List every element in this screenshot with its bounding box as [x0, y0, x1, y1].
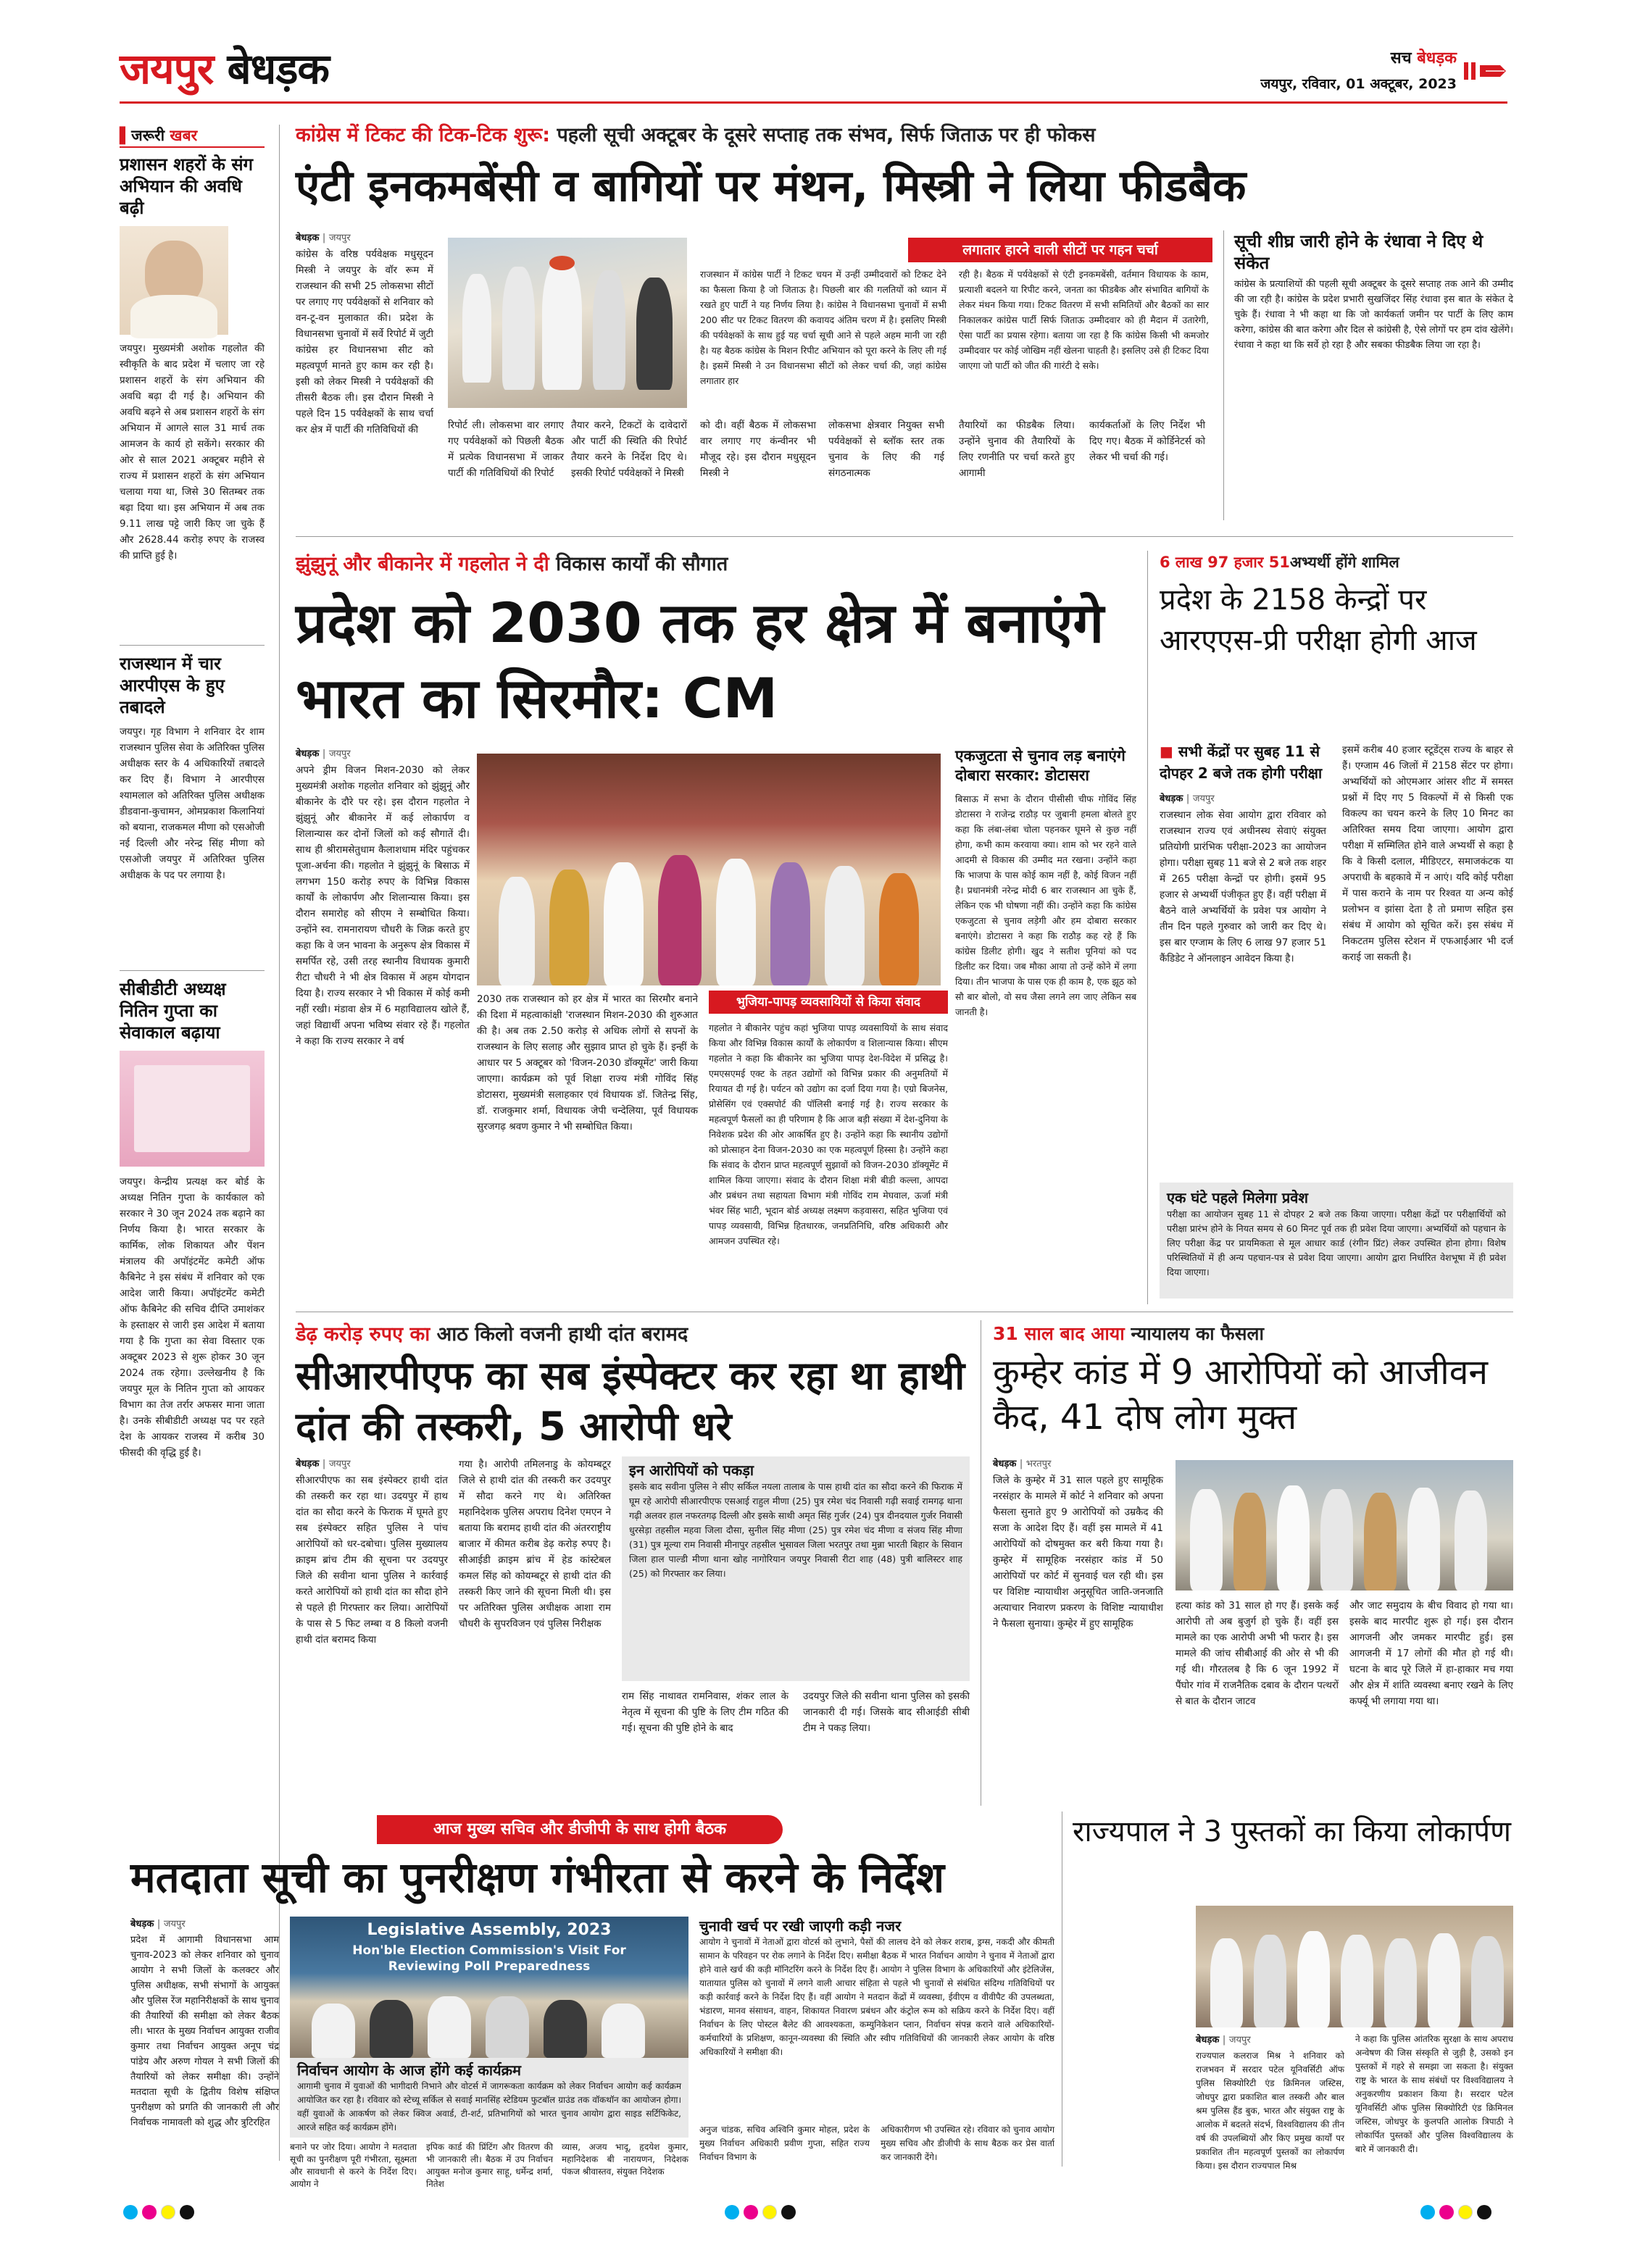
footer-dots-right [1420, 2205, 1496, 2222]
dateline-place: भरतपुर [1025, 1459, 1052, 1469]
sidebar-item3-body: जयपुर। केन्द्रीय प्रत्यक्ष कर बोर्ड के अध्यक्ष नितिन गुप्ता के कार्यकाल को सरकार ने 30 जून 2024 तक बढ़ाने का निर्णय किया है। भारत सरकार के कार्मिक, लोक शिकायत और पेंशन मंत्रालय की अपॉइंटमेंट कमेटी ऑफ कैबिनेट ने इस संबंध में शनिवार को एक आदेश जारी किया। अपॉइंटमेंट कमेटी ऑफ कैबिनेट की सचिव दीप्ति उमाशंकर के हस्ताक्षर से जारी इस आदेश में बताया गया है कि गुप्ता का सेवा विस्तार एक अक्टूबर 2023 से शुरू होकर 30 जून 2024 तक रहेगा। उल्लेखनीय है कि जयपुर मूल के नितिन गुप्ता को आयकर विभाग का तेज तर्रार अफसर माना जाता है। उनके सीबीडीटी अध्यक्ष पद पर रहते देश के आयकर राजस्व में करीब 30 फीसदी की वृद्धि हुई है। [120, 1176, 265, 1459]
dateline-source: बेधड़क [1196, 2035, 1220, 2046]
label-jaroori: जरूरी [131, 127, 165, 144]
story3-col2: इसमें करीब 40 हजार स्टूडेंट्स राज्य के बाहर से हैं। एग्जाम 46 जिलों में 2158 सेंटर पर होगा। अभ्यर्थियों को ओएमआर आंसर शीट में समस्त प्रश्नों में दिए गए 5 विकल्पों में से किसी एक विकल्प का चयन करने के लिए 10 मिनट का अतिरिक्त समय दिया जाएगा। आयोग द्वारा परीक्षा में सम्मिलित होने वाले अभ्यर्थी से कहा है कि वे किसी दलाल, मीडिएटर, समाजकंटक या अपराधी के बहकावे में न आएं। यदि कोई परीक्षा में पास कराने के नाम पर रिश्वत या अन्य कोई प्रलोभन व झांसा देता है तो प्रमाण सहित इस संबंध में आयोग को सूचित करें। इस संबंध में निकटतम पुलिस स्टेशन में एफआईआर भी दर्ज कराई जा सकती है। [1342, 744, 1513, 963]
story5-photo [1175, 1460, 1513, 1590]
dateline-place: जयपुर [1192, 793, 1215, 804]
registration-dot [142, 2205, 157, 2219]
dateline-source: बेधड़क [296, 749, 320, 759]
story2-side-title: एकजुटता से चुनाव लड़ बनाएंगे दोबारा सरकार: डोटासरा [955, 747, 1125, 784]
story1-body [296, 230, 1513, 520]
story1-side-title: सूची शीघ्र जारी होने के रंधावा ने दिए थे संकेत [1234, 231, 1484, 273]
story3 [1160, 552, 1513, 1298]
story4-headline: सीआरपीएफ का सब इंस्पेक्टर कर रहा था हाथी दांत की तस्करी, 5 आरोपी धरे [296, 1353, 965, 1449]
story4-box-body: इसके बाद सवीना पुलिस ने सीए सर्किल नयला तालाब के पास हाथी दांत का सौदा करने की फिराक में घूम रहे आरोपी सीआरपीएफ एसआई राहुल मीणा (25) पुत्र रमेश चंद निवासी गढ़ी सवाई रामगढ़ थाना गढ़ी अलवर हाल नफरतगढ़ दिल्ली और इसके साथी अमृत सिंह गुर्जर (24) पुत्र दीनदयाल गुर्जर निवासी धुरसेड़ा तहसील महवा जिला दौसा, सुनील सिंह मीणा (25) पुत्र रमेश चंद मीणा व संजय सिंह मीणा (31) पुत्र मूल्या राम निवासी मीनापुर तहसील भुसावल जिला भरतपुर तथा मुन्ना भारती बिहार के सिवान जिला हाल पाल्डी मीणा थाना खोह नागोरियान जयपुर निवासी रीटा शाह (48) पुत्री बालिस्टर शाह (25) को गिरफ्तार कर लिया। [629, 1481, 962, 1579]
story4-box [622, 1456, 970, 1681]
story1-col6: तैयारियों का फीडबैक लिया। उन्होंने चुनाव की तैयारियों के लिए रणनीति पर चर्चा करते हुए आगामी [959, 420, 1075, 479]
story1-sub-bar: लगातार हारने वाली सीटों पर गहन चर्चा [908, 238, 1212, 262]
dateline-place: जयपुर [163, 1919, 186, 1930]
story7-photo [1196, 1906, 1513, 2027]
story1-sub-col1: राजस्थान में कांग्रेस पार्टी ने टिकट चयन में उन्हीं उम्मीदवारों को टिकट देने का फैसला किया है जो जिताऊ है। पिछली बार की गलतियों को ध्यान में रखते हुए पार्टी ने यह निर्णय लिया है। कांग्रेस ने विधानसभा चुनावों में सभी 200 सीट पर टिकट वितरण की कवायद अंतिम चरण में है। इसलिए मिस्त्री की पर्यवेक्षकों के साथ हुई यह चर्चा सूची आने से पहले अहम मानी जा रही है। यह बैठक कांग्रेस के मिशन रिपीट अभियान को पूरा करने के लिए ली गई है। इसमें मिस्त्री ने उन विधानसभा सीटों को लेकर चर्चा की, जहां कांग्रेस लगातार हार [700, 269, 946, 386]
story6-sub-body: आगामी चुनाव में युवाओं की भागीदारी निभाने और वोटर्स में जागरूकता कार्यक्रम को लेकर निर्वाचन आयोग कई कार्यक्रम आयोजित कर रहा है। रविवार को स्टेच्यू सर्किल से सवाई मानसिंह स्टेडियम फुटबॉल ग्राउंड तक वॉकथॉन का आयोजन होगा। वहीं युवाओं के आकर्षण को लेकर क्विज अवार्ड, टी-शर्ट, प्रतिभागियों को भारत चुनाव आयोग द्वारा साइड सर्टिफिकेट, आरजे सहित कई कार्यक्रम होंगे। [297, 2081, 681, 2132]
story2-kicker [296, 552, 1136, 577]
story4-col1: सीआरपीएफ का सब इंस्पेक्टर हाथी दांत की तस्करी कर रहा था। उदयपुर में हाथ दांत का सौदा करने के फिराक में घूमते हुए सब इंस्पेक्टर सहित पुलिस ने पांच आरोपियों को धर-दबोचा। पुलिस मुख्यालय क्राइम ब्रांच टीम की सूचना पर उदयपुर जिले की सवीना थाना पुलिस ने कार्रवाई करते आरोपियों को हाथी दांत का सौदा होने से पहले ही गिरफ्तार कर लिया। आरोपियों के पास से 5 फिट लम्बा व 8 किलो वजनी हाथी दांत बरामद किया [296, 1475, 448, 1646]
story6-headline: मतदाता सूची का पुनरीक्षण गंभीरता से करने के निर्देश [130, 1853, 945, 1902]
tag-sach: सच [1390, 49, 1412, 67]
label-khabar: खबर [170, 127, 198, 144]
story7-col1: राज्यपाल कलराज मिश्र ने शनिवार को राजभवन में सरदार पटेल यूनिवर्सिटी ऑफ पुलिस सिक्योरिटी एंड क्रिमिनल जस्टिस, जोधपुर द्वारा प्रकाशित बाल तस्करी और बाल श्रम पुलिस हैंड बुक, भारत और संयुक्त राष्ट्र के आलोक में बदलते संदर्भ, विश्वविद्यालय की तीन वर्ष की उपलब्धियों और किए प्रमुख कार्यों पर प्रकाशित तीन महत्वपूर्ण पुस्तकों का लोकार्पण किया। इस दौरान राज्यपाल मिश्र [1196, 2051, 1344, 2171]
story1-col3: तैयार करने, टिकटों के दावेदारों और पार्टी की स्थिति की रिपोर्ट तैयार करने के निर्देश दिए थे। इसकी रिपोर्ट पर्यवेक्षकों ने मिस्त्री [571, 420, 687, 479]
registration-dot [180, 2205, 194, 2219]
story6-col1: प्रदेश में आगामी विधानसभा आम चुनाव-2023 को लेकर शनिवार को चुनाव आयोग ने सभी जिलों के कलक्टर और पुलिस अधीक्षक, सभी संभागों के आयुक्त और पुलिस रेंज महानिरीक्षकों के साथ चुनाव की तैयारियों की समीक्षा को लेकर बैठक ली। भारत के मुख्य निर्वाचन आयुक्त राजीव कुमार तथा निर्वाचन आयुक्त अनूप चंद्र पांडेय और अरुण गोयल ने सभी जिलों की तैयारियों को लेकर समीक्षा की। उन्होंने मतदाता सूची के द्वितीय विशेष संक्षिप्त पुनरीक्षण को प्रगति की जानकारी ली और निर्वाचक नामावली को शुद्ध और त्रुटिरहित [130, 1935, 279, 2128]
story4-col4: उदयपुर जिले की सवीना थाना पुलिस को इसकी जानकारी दी गई। जिसके बाद सीआईडी सीबी टीम ने पकड़ लिया। [803, 1690, 970, 1734]
story2-side-body: बिसाऊ में सभा के दौरान पीसीसी चीफ गोविंद सिंह डोटासरा ने राजेन्द्र राठौड़ पर जुबानी हमला बोलते हुए कहा कि लंबा-लंबा चोला पहनकर घूमने से कुछ नहीं होगा, कभी काम करवाया क्या। शाम को भर रहने वाले आदमी से विकास की उम्मीद मत रखना। उन्होंने कहा कि भाजपा के पास कोई काम नहीं है, कोई विजन नहीं है। प्रधानमंत्री नरेन्द्र मोदी 6 बार राजस्थान आ चुके हैं, लेकिन एक भी घोषणा नहीं की। उन्होंने कहा कि कांग्रेस एकजुटता से चुनाव लड़ेगी और हम दोबारा सरकार बनाएंगे। डोटासरा ने कहा कि राठौड़ कह रहे हैं कि कांग्रेस डिलीट होगी। खुद ने सतीश पूनियां को पद डिलीट कर दिया। जब मौका आया तो उन्हें कोने में लगा दिया। तीन भाजपा के पास एक ही काम है, एक झूठ को सौ बार बोलो, वो सच जैसा लगने लग जाए लेकिन सब जानती है। [955, 793, 1136, 1017]
story1-col2: रिपोर्ट ली। लोकसभा वार लगाए गए पर्यवेक्षकों को पिछली बैठक में प्रत्येक विधानसभा में जाकर पार्टी की गतिविधियों की रिपोर्ट [448, 420, 564, 479]
registration-dot [123, 2205, 138, 2219]
story1-col5: लोकसभा क्षेत्रवार नियुक्त सभी पर्यवेक्षकों से ब्लॉक स्तर तक चुनाव के लिए की गई संगठनात्मक [828, 420, 944, 479]
dateline-place: जयपुर [1228, 2035, 1251, 2046]
story1-kicker-dark: पहली सूची अक्टूबर के दूसरे सप्ताह तक संभव, सिर्फ जिताऊ पर ही फोकस [557, 124, 1096, 146]
registration-dot [744, 2205, 758, 2219]
story6-photo [290, 1917, 688, 2058]
story2-col2: 2030 तक राजस्थान को हर क्षेत्र में भारत का सिरमौर बनाने की दिशा में महत्वाकांक्षी 'राजस्थान मिशन-2030 की शुरुआत की है। अब तक 2.50 करोड़ से अधिक लोगों से सपनों के राजस्थान के लिए सलाह और सुझाव प्राप्त हो चुके हैं। इन्हीं के आधार पर 5 अक्टूबर को 'विजन-2030 डॉक्यूमेंट' जारी किया जाएगा। कार्यक्रम को पूर्व शिक्षा राज्य मंत्री गोविंद सिंह डोटासरा, मुख्यमंत्री सलाहकार एवं विधायक डॉ. जितेन्द्र सिंह, डॉ. राजकुमार शर्मा, विधायक जेपी चन्देलिया, पूर्व विधायक सुरजगढ़ श्रवण कुमार ने भी सम्बोधित किया। [477, 993, 698, 1133]
story1-kicker-red: कांग्रेस में टिकट की टिक-टिक शुरू: [296, 124, 551, 146]
sidebar-item2-body: जयपुर। गृह विभाग ने शनिवार देर शाम राजस्थान पुलिस सेवा के अतिरिक्त पुलिस अधीक्षक स्तर के 4 अधिकारियों तबादले कर दिए हैं। विभाग ने आरपीएस श्यामलाल को अतिरिक्त पुलिस अधीक्षक डीडवाना-कुचामन, ओमप्रकाश किलानियां को बयाना, राजकमल मीणा को एसओजी नई दिल्ली और नरेन्द्र सिंह मीणा को एसओजी जयपुर में अतिरिक्त पुलिस अधीक्षक के पद पर लगाया है। [120, 726, 265, 881]
story3-bullet-text: सभी केंद्रों पर सुबह 11 से दोपहर 2 बजे तक होगी परीक्षा [1160, 743, 1323, 782]
story2-kicker-red: झुंझुनूं और बीकानेर में गहलोत ने दी [296, 553, 549, 575]
dateline-place: जयपुर [328, 1459, 351, 1469]
brand-jaipur: जयपुर [120, 44, 214, 93]
story3-kicker [1160, 552, 1513, 572]
registration-dot [762, 2205, 777, 2219]
photo-banner-line1: Legislative Assembly, 2023 [367, 1921, 612, 1939]
footer-dots-center [725, 2205, 800, 2222]
story1-photo [448, 238, 687, 408]
story1-col4: को दी। वहीं बैठक में लोकसभा वार लगाए गए कंन्वीनर भी मौजूद रहे। इस दौरान मधुसूदन मिस्त्री ने [700, 420, 816, 479]
story1-sub-col2: रही है। बैठक में पर्यवेक्षकों से एंटी इनकमबेंसी, वर्तमान विधायक के काम, प्रत्याशी बदलने या रिपीट करने, जनता का फीडबैक और संभावित बागियों के लेकर मंथन किया गया। टिकट वितरण में सभी समितियों और बैठकों का सार निकालकर कांग्रेस पार्टी सिर्फ जिताऊ उम्मीदवार को ही मैदान में उतारेगी, ऐसा पार्टी का प्रयास रहेगा। बताया जा रहा है कि कांग्रेस किसी भी कमजोर उम्मीदवार पर कोई जोखिम नहीं खेलना चाहती है। इसलिए उसे ही टिकट दिया जाएगा जो पार्टी को जीत की गारंटी दे सके। [959, 269, 1209, 371]
story4-col3: राम सिंह नाथावत रामनिवास, शंकर लाल के नेतृत्व में सूचना की पुष्टि के लिए टीम गठित की गई। सूचना की पुष्टि होने के बाद [622, 1690, 788, 1734]
story5-kicker-dark: न्यायालय का फैसला [1131, 1323, 1264, 1344]
dateline-source: बेधड़क [296, 1459, 320, 1469]
pen-nib-icon [1464, 57, 1507, 86]
story7-dateline: बेधड़क | जयपुर [1196, 2035, 1251, 2046]
story2-sub-bar: भुजिया-पापड़ व्यवसायियों से किया संवाद [709, 991, 948, 1014]
story6-col5: अनुज चांडक, सचिव अश्विनि कुमार मोहल, प्रदेश के मुख्य निर्वाचन अधिकारी प्रवीण गुप्ता, सहित राज्य निर्वाचन विभाग के [699, 2125, 870, 2162]
sidebar-item1-title: प्रशासन शहरों के संग अभियान की अवधि बढ़ी [120, 154, 254, 218]
registration-dot [725, 2205, 739, 2219]
story4-box-title: इन आरोपियों को पकड़ा [629, 1462, 754, 1479]
story2-kicker-dark: विकास कार्यों की सौगात [556, 553, 728, 575]
masthead-brand [120, 43, 329, 94]
story6-dateline: बेधड़क | जयपुर [130, 1919, 186, 1930]
registration-dot [781, 2205, 796, 2219]
story5-kicker [993, 1322, 1513, 1346]
story4-col2: गया है। आरोपी तमिलनाडु के कोयम्बटूर जिले से हाथी दांत की तस्करी कर उदयपुर में सौदा करने गए थे। अतिरिक्त महानिदेशक पुलिस अपराध दिनेश एमएन ने बताया कि बरामद हाथी दांत की अंतरराष्ट्रीय बाजार में कीमत करीब डेढ़ करोड़ रुपए है। सीआईडी क्राइम ब्रांच में हेड कांस्टेबल कमल सिंह को कोयम्बटूर से हाथी दांत की तस्करी किए जाने की सूचना मिली थी। इस पर अतिरिक्त पुलिस अधीक्षक आशा राम चौधरी के सुपरविजन एवं पुलिस निरीक्षक [459, 1459, 611, 1630]
registration-dot [1439, 2205, 1454, 2219]
story6-sub-box [290, 2058, 688, 2138]
story3-box-title: एक घंटे पहले मिलेगा प्रवेश [1167, 1189, 1308, 1206]
story6-col2: बनाने पर जोर दिया। आयोग ने मतदाता सूची का पुनरीक्षण पूरी गंभीरता, सूक्ष्मता और सावधानी से करने के निर्देश दिए। आयोग ने [290, 2142, 417, 2189]
registration-dot [1458, 2205, 1473, 2219]
photo-banner-line2: Hon'ble Election Commission's Visit For Reviewing Poll Preparedness [352, 1943, 626, 1974]
story5-headline: कुम्हेर कांड में 9 आरोपियों को आजीवन कैद, 41 दोष लोग मुक्त [993, 1352, 1489, 1438]
story3-headline: प्रदेश के 2158 केन्द्रों पर आरएएस-प्री परीक्षा होगी आज [1160, 583, 1477, 657]
story4-kicker-dark: आठ किलो वजनी हाथी दांत बरामद [436, 1323, 688, 1346]
story4-dateline: बेधड़क | जयपुर [296, 1459, 351, 1469]
story5-col3: और जाट समुदाय के बीच विवाद हो गया था। इसके बाद मारपीट शुरू हो गई। इस दौरान आगजनी और जमकर मारपीट हुई। इस आगजनी में 17 लोगों की मौत हो गई थी। घटना के बाद पूरे जिले में हा-हाकार मच गया और क्षेत्र में शांति व्यवस्था बनाए रखने के लिए कर्फ्यू भी लगाया गया था। [1349, 1600, 1513, 1707]
dateline-source: बेधड़क [296, 233, 320, 243]
story2-dateline: बेधड़क | जयपुर [296, 749, 351, 759]
footer-dots-left [123, 2205, 199, 2222]
brand-bedhadak: बेधड़क [227, 44, 329, 93]
story7 [1073, 1812, 1513, 2171]
story5 [993, 1322, 1513, 1808]
dateline-place: जयपुर [328, 749, 351, 759]
story3-kicker-dark: अभ्यर्थी होंगे शामिल [1289, 554, 1399, 571]
story2-photo [477, 754, 941, 985]
story1-headline: एंटी इनकमबेंसी व बागियों पर मंथन, मिस्त्री ने लिया फीडबैक [296, 161, 1247, 212]
sidebar-label: ▌जरूरी खबर [120, 125, 265, 148]
story6-col6: अधिकारीगण भी उपस्थित रहे। रविवार को चुनाव आयोग मुख्य सचिव और डीजीपी के साथ बैठक कर प्रेस वार्ता कर जानकारी देंगे। [881, 2125, 1054, 2162]
dateline-source: बेधड़क [1160, 793, 1183, 804]
story6-sub-title: निर्वाचन आयोग के आज होंगे कई कार्यक्रम [297, 2061, 521, 2079]
story3-bullet: ■ सभी केंद्रों पर सुबह 11 से दोपहर 2 बजे तक होगी परीक्षा [1160, 743, 1323, 782]
sidebar-item1-body: जयपुर। मुख्यमंत्री अशोक गहलोत की स्वीकृति के बाद प्रदेश में चलाए जा रहे प्रशासन शहरों के संग अभियान की अवधि बढ़ा दी गई है। अभियान की अवधि बढ़ने से अब प्रशासन शहरों के संग अभियान में आगले साल 31 मार्च तक आमजन के कार्य हो सकेंगे। सरकार की ओर से साल 2021 अक्टूबर महीने से राज्य में प्रशासन शहरों के संग अभियान चलाया गया था, जिसे 30 सितम्बर तक बढ़ा दिया था। इस अभियान में अब तक 9.11 लाख पट्टे जारी किए जा चुके हैं और 2628.44 करोड़ रुपए के राजस्व की प्राप्ति हुई है। [120, 343, 265, 562]
masthead-dateline: जयपुर, रविवार, 01 अक्टूबर, 2023 [1260, 76, 1457, 92]
tag-bedhadak: बेधड़क [1417, 49, 1457, 67]
story5-dateline: बेधड़क | भरतपुर [993, 1459, 1052, 1469]
story6-col4: व्यास, अजय भादू, हृदयेश कुमार, महानिदेशक बी नारायणन, निदेशक पंकज श्रीवास्तव, संयुक्त निदेशक [562, 2142, 688, 2177]
story6-body [130, 1917, 1054, 2189]
story2-col1: अपने ड्रीम विजन मिशन-2030 को लेकर मुख्यमंत्री अशोक गहलोत शनिवार को झुंझुनूं और बीकानेर के दौरे पर रहे। इस दौरान गहलोत ने झुंझुनूं और बीकानेर में कई लोकार्पण व शिलान्यास कर दोनों जिलों को कई सौगातें दी। साथ ही श्रीरामसेतुधाम कैलाशधाम मंदिर पहुंचकर पूजा-अर्चना की। गहलोत ने झुंझुनूं के बिसाऊ में लगभग 150 करोड़ रुपए के विभिन्न विकास कार्यों के लोकार्पण और शिलान्यास किया। इस दौरान समारोह को सीएम ने सम्बोधित किया। उन्होंने स्व. रामनारायण चौधरी के जिक्र करते हुए कहा कि वे जन भावना के अनुरूप क्षेत्र विकास में समर्पित रहे, उसी तरह स्थानीय विधायक कुमारी रीटा चौधरी ने भी क्षेत्र विकास में अहम योगदान दिया है। राज्य सरकार ने भी विकास में कोई कमी नहीं रखी। मंडावा क्षेत्र में 6 महाविद्यालय खोले हैं, जहां विद्यार्थी अपना भविष्य संवार रहे हैं। गहलोत ने कहा कि राज्य सरकार ने वर्ष [296, 764, 470, 1047]
story2-headline: प्रदेश को 2030 तक हर क्षेत्र में बनाएंगे भारत का सिरमौर: CM [296, 591, 1104, 730]
story2-sub-body: गहलोत ने बीकानेर पहुंच कहां भुजिया पापड़ व्यवसायियों के साथ संवाद किया और विभिन्न विकास कार्यों के लोकार्पण व शिलान्यास किया। सीएम गहलोत ने कहा कि बीकानेर का भुजिया पापड़ देश-विदेश में प्रसिद्ध है। एमएसएमई एक्ट के तहत उद्योगों को विभिन्न प्रकार की अनुमतियों में रियायत दी गई है। पर्यटन को उद्योग का दर्जा दिया गया है। एग्रो बिजनेस, प्रोसेसिंग एवं एक्सपोर्ट की पॉलिसी बनाई गई है। राज्य सरकार के महत्वपूर्ण फैसलों का ही परिणाम है कि आज बड़ी संख्या में देश-दुनिया के निवेशक प्रदेश की ओर आकर्षित हुए है। उन्होंने कहा कि स्थानीय उद्योगों को प्रोत्साहन देना विजन-2030 का एक महत्वपूर्ण हिस्सा है। उन्होंने कहा कि संवाद के दौरान प्राप्त महत्वपूर्ण सुझावों को विजन-2030 डॉक्यूमेंट में शामिल किया जाएगा। संवाद के दौरान शिक्षा मंत्री बीडी कल्ला, आपदा और प्रबंधन तथा सहायता विभाग मंत्री गोविंद राम मेघवाल, ऊर्जा मंत्री भंवर सिंह भाटी, भूदान बोर्ड अध्यक्ष लक्ष्मण कड़वासरा, सहित भुजिया एवं पापड़ व्यवसायी, विभिन्न हितधारक, जनप्रतिनिधि, वरिष्ठ अधिकारी और आमजन उपस्थित रहे। [709, 1022, 948, 1246]
story1-dateline: बेधड़क | जयपुर [296, 233, 351, 243]
masthead-rule [120, 101, 1507, 104]
story6-mid-body: आयोग ने चुनावों में नेताओं द्वारा वोटर्स को लुभाने, पैसों की लालच देने को लेकर शराब, ड्रग्स, नकदी और कीमती सामान के परिवहन पर रोक लगाने के निर्देश दिए। समीक्षा बैठक में भारत निर्वाचन आयोग ने चुनाव में नेताओं द्वारा होने वाले खर्च की कड़ी मॉनिटरिंग करने के निर्देश दिए हैं। आयोग ने पुलिस विभाग के अधिकारियों और इंटेलिजेंस, यातायात पुलिस को चुनावों में लगने वाली आचार संहिता से पहले भी चुनावों से संबंधित संदिग्ध गतिविधियों पर कड़ी कार्रवाई करने के निर्देश दिए हैं। वहीं आयोग ने मतदान केंद्रों में व्यवस्था, ईवीएम व वीवीपैट की उपलब्धता, भंडारण, मानव संसाधन, वाहन, शिकायत निवारण प्रबंधन और कंट्रोल रूम को सक्रिय करने के निर्देश दिए। वहीं निर्वाचन के लिए पोस्टल बैलेट की आवश्यकता, कम्युनिकेशन प्लान, निर्वाचन संपन्न कराने वाले अधिकारियों-कर्मचारियों के प्रशिक्षण, कानून-व्यवस्था की स्थिति और स्वीप गतिविधियों की जानकारी लेकर आयोग के वरिष्ठ अधिकारियों ने समीक्षा की। [699, 1937, 1054, 2057]
story4-kicker [296, 1322, 970, 1347]
dateline-source: बेधड़क [993, 1459, 1017, 1469]
cm-portrait-photo [120, 226, 228, 335]
dateline-source: बेधड़क [130, 1919, 154, 1930]
story1-side-body: कांग्रेस के प्रत्याशियों की पहली सूची अक्टूबर के दूसरे सप्ताह तक आने की उम्मीद की जा रही है। कांग्रेस के प्रदेश प्रभारी सुखजिंदर सिंह रंधावा इस बात के संकेत दे चुके हैं। रंधावा ने भी कहा था कि जो कार्यकर्ता जमीन पर पार्टी के लिए काम करेगा, कांग्रेस की बात करेगा और दिल से कांग्रेसी है, ऐसे लोगों पर हम दांव खेलेंगे। रंधावा ने कहा था कि सर्वे हो रहा है और सबका फीडबैक लिया जा रहा है। [1234, 279, 1513, 351]
story3-box [1160, 1183, 1513, 1298]
registration-dot [1420, 2205, 1435, 2219]
story3-col1: राजस्थान लोक सेवा आयोग द्वारा रविवार को राजस्थान राज्य एवं अधीनस्थ सेवाएं संयुक्त प्रतियोगी प्रारंभिक परीक्षा-2023 का आयोजन होगा। परीक्षा सुबह 11 बजे से 2 बजे तक शहर में 265 परीक्षा केन्द्रों पर होगी। इसमें 95 हजार से अभ्यर्थी पंजीकृत हुए हैं। वहीं परीक्षा में बैठने वाले अभ्यर्थियों के प्रवेश पत्र आयोग ने तीन दिन पहले गुरुवार को जारी कर दिए थे। इस बार एग्जाम के लिए 6 लाख 97 हजार 51 कैंडिडेट ने ऑनलाइन आवेदन किया है। [1160, 809, 1326, 964]
masthead-tagline [1391, 46, 1457, 68]
story5-col1: जिले के कुम्हेर में 31 साल पहले हुए सामूहिक नरसंहार के मामले में कोर्ट ने शनिवार को अपना फैसला सुनाते हुए 9 आरोपियों को उम्रकैद की सजा के आदेश दिए हैं। वहीं इस मामले में 41 आरोपियों को दोषमुक्त कर बरी किया गया है। कुम्हेर में सामूहिक नरसंहार कांड में 50 आरोपियों पर कोर्ट में सुनवाई चल रही थी। इस पर विशिष्ट न्यायाधीश अनुसूचित जाति-जनजाति अत्याचार निवारण प्रकरण के विशिष्ट न्यायाधीश ने फैसला सुनाया। कुम्हेर में हुए सामूहिक [993, 1475, 1163, 1630]
story4-body [296, 1456, 970, 1804]
story3-kicker-red: 6 लाख 97 हजार 51 [1160, 554, 1290, 571]
story4-kicker-red: डेढ़ करोड़ रुपए का [296, 1323, 430, 1346]
story6-kicker-bar: आज मुख्य सचिव और डीजीपी के साथ होगी बैठक [377, 1815, 783, 1844]
dateline-place: जयपुर [328, 233, 351, 243]
story5-col2: हत्या कांड को 31 साल हो गए हैं। इसके कई आरोपी तो अब बुजुर्ग हो चुके हैं। वहीं इस मामले का एक आरोपी अभी भी फरार है। इस मामले की जांच सीबीआई की ओर से भी की गई थी। गौरतलब है कि 6 जून 1992 में पैंघोर गांव में राजनैतिक दबाव के दौरान पत्थरों से बात के दौरान जाटव [1175, 1600, 1339, 1707]
story3-dateline: बेधड़क | जयपुर [1160, 793, 1215, 804]
registration-dot [1477, 2205, 1491, 2219]
story6-col3: इपिक कार्ड की प्रिंटिंग और वितरण की भी जानकारी ली। बैठक में उप निर्वाचन आयुक्त मनोज कुमार साहू, धर्मेन्द्र शर्मा, नितेश [426, 2142, 553, 2189]
nitin-gupta-photo [120, 1051, 265, 1167]
story7-col2: ने कहा कि पुलिस आंतरिक सुरक्षा के साथ अपराध अन्वेषण की जिस संस्कृति से जुड़ी है, उसको इन पुस्तकों में गहरे से समझा जा सकता है। संयुक्त राष्ट्र के भारत के साथ संबंधों पर विश्वविद्यालय ने अनुकरणीय प्रकाशन किया है। सरदार पटेल यूनिवर्सिटी ऑफ पुलिस सिक्योरिटी एंड क्रिमिनल जस्टिस, जोधपुर के कुलपति आलोक त्रिपाठी ने लोकार्पित पुस्तकों और पुलिस विश्वविद्यालय के बारे में जानकारी दी। [1355, 2034, 1513, 2154]
story5-kicker-red: 31 साल बाद आया [993, 1323, 1125, 1344]
story1-col7: कार्यकर्ताओं के लिए निर्देश भी दिए गए। बैठक में कोर्डिनेटर्स को लेकर भी चर्चा की गई। [1089, 420, 1205, 463]
story7-headline: राज्यपाल ने 3 पुस्तकों का किया लोकार्पण [1073, 1815, 1512, 1848]
registration-dot [161, 2205, 175, 2219]
masthead [120, 42, 1507, 111]
story2-body [296, 746, 1136, 1312]
story3-box-body: परीक्षा का आयोजन सुबह 11 से दोपहर 2 बजे तक किया जाएगा। परीक्षा केंद्रों पर परीक्षार्थियों को परीक्षा प्रारंभ होने के नियत समय से 60 मिनट पूर्व तक ही प्रवेश दिया जाएगा। अभ्यर्थियों को पहचान के लिए परीक्षा केंद्र पर प्रायमिकता से मूल आधार कार्ड (रंगीन प्रिंट) लेकर उपस्थित होना होगा। विशेष परिस्थितियों में ही अन्य पहचान-पत्र से प्रवेश दिया जाएगा। आयोग द्वारा निर्धारित वेशभूषा में ही प्रवेश दिया जाएगा। [1167, 1209, 1506, 1277]
story1-col1: कांग्रेस के वरिष्ठ पर्यवेक्षक मधुसूदन मिस्त्री ने जयपुर के वॉर रूम में राजस्थान की सभी 25 लोकसभा सीटों पर लगाए गए पर्यवेक्षकों से शनिवार को वन-टू-वन मुलाकात की। प्रदेश के विधानसभा चुनावों में सर्वे रिपोर्ट में जुटी कांग्रेस हर विधानसभा सीट को महत्वपूर्ण मानते हुए काम कर रही है। इसी को लेकर मिस्त्री ने पर्यवेक्षकों की तीसरी बैठक ली। इस दौरान मिस्त्री ने पहले दिन 15 पर्यवेक्षकों के साथ चर्चा कर क्षेत्र में पार्टी की गतिविधियों की [296, 249, 433, 435]
sidebar-item2-title: राजस्थान में चार आरपीएस के हुए तबादले [120, 654, 225, 717]
story1-kicker [296, 123, 1513, 148]
sidebar-item3-title: सीबीडीटी अध्यक्ष नितिन गुप्ता का सेवाकाल बढ़ाया [120, 979, 226, 1043]
story6-mid-title: चुनावी खर्च पर रखी जाएगी कड़ी नजर [699, 1917, 902, 1935]
